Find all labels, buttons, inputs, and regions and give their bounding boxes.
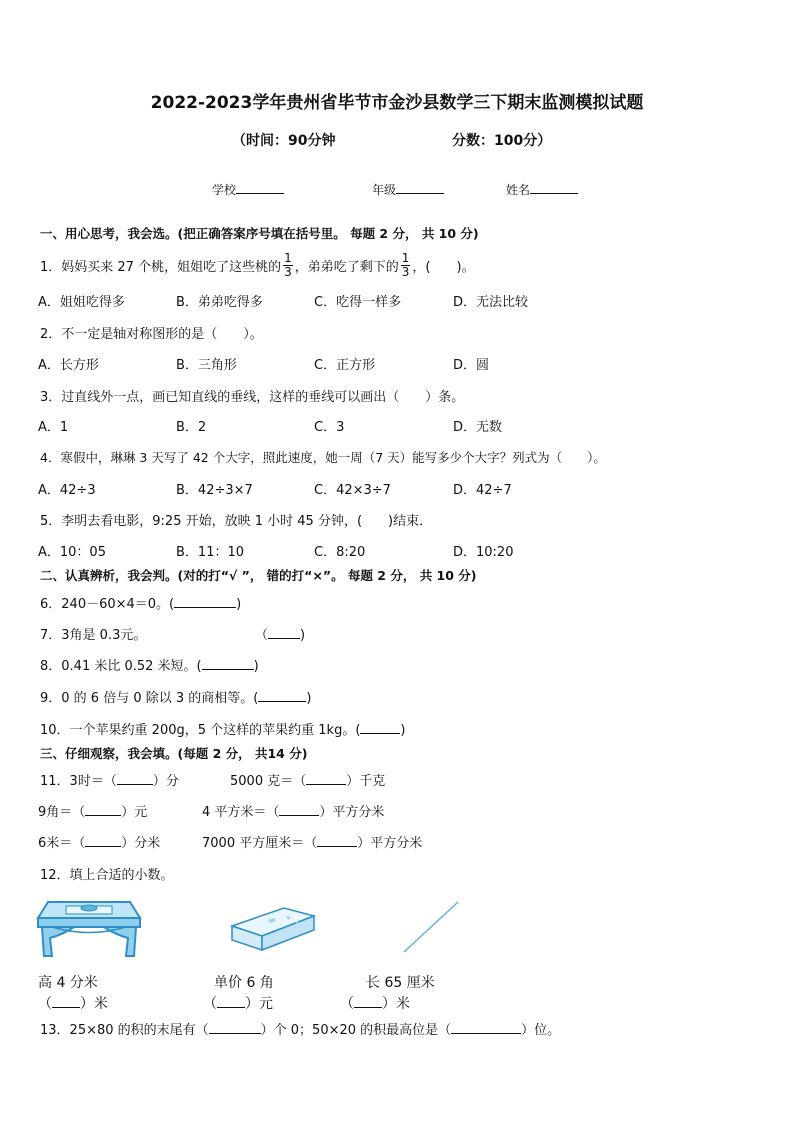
name-field[interactable]: 姓名: [506, 181, 578, 198]
q5-option-d[interactable]: D．10:20: [453, 545, 514, 560]
section-2-heading: 二、认真辨析，我会判。(对的打“√ ”， 错的打“×”。 每题 2 分， 共 10 分): [40, 568, 477, 583]
grade-field[interactable]: 年级: [372, 181, 444, 198]
line-length-label: 长 65 厘米: [366, 975, 435, 991]
table-icon: [34, 898, 144, 964]
question-2: 2．不一定是轴对称图形的是（ ）。: [40, 327, 263, 342]
q11-row-2-left: 9角＝（ ）元: [38, 805, 148, 820]
q4-option-c[interactable]: C．42×3÷7: [314, 483, 391, 498]
answer-blank[interactable]: [202, 669, 254, 670]
q3-option-b[interactable]: B．2: [176, 420, 207, 435]
fraction-one-third: $\frac{1}{3}$: [284, 251, 292, 279]
answer-blank[interactable]: [174, 607, 236, 608]
q5-option-b[interactable]: B．11：10: [176, 545, 245, 560]
q11-row-1-left: 11．3时＝（ ）分: [40, 774, 179, 789]
exam-time: （时间：90分钟: [232, 133, 336, 149]
q5-option-a[interactable]: A．10：05: [38, 545, 106, 560]
page-title: 2022-2023学年贵州省毕节市金沙县数学三下期末监测模拟试题: [150, 93, 644, 113]
q4-option-b[interactable]: B．42÷3×7: [176, 483, 253, 498]
school-field[interactable]: 学校: [212, 181, 284, 198]
exam-score: 分数：100分）: [452, 133, 552, 149]
table-height-answer[interactable]: （ ）米: [38, 996, 108, 1012]
question-5: 5．李明去看电影，9:25 开始，放映 1 小时 45 分钟，( )结束．: [40, 514, 433, 529]
eraser-price-answer[interactable]: （ ）元: [203, 996, 273, 1012]
line-length-answer[interactable]: （ ）米: [340, 996, 410, 1012]
q7-answer[interactable]: （ ): [255, 628, 306, 643]
q1-option-b[interactable]: B．弟弟吃得多: [176, 295, 263, 310]
q3-option-a[interactable]: A．1: [38, 420, 69, 435]
q4-option-d[interactable]: D．42÷7: [453, 483, 512, 498]
q2-option-a[interactable]: A．长方形: [38, 358, 99, 373]
q2-option-c[interactable]: C．正方形: [314, 358, 376, 373]
q5-option-c[interactable]: C．8:20: [314, 545, 366, 560]
question-7: 7．3角是 0.3元。: [40, 628, 147, 643]
question-1: 1．妈妈买来 27 个桃，姐姐吃了这些桃的 $\frac{1}{3}$ ，弟弟吃了剩下的 $\frac{1}{3}$ ，( )。: [40, 251, 475, 279]
question-3: 3．过直线外一点，画已知直线的垂线，这样的垂线可以画出（ ）条。: [40, 390, 465, 405]
q1-option-a[interactable]: A．姐姐吃得多: [38, 295, 125, 310]
q11-row-1-right: 5000 克＝（ ）千克: [230, 774, 386, 789]
answer-blank[interactable]: [258, 701, 306, 702]
table-height-label: 高 4 分米: [38, 975, 98, 991]
eraser-icon: [228, 904, 318, 954]
eraser-price-label: 单价 6 角: [214, 975, 274, 991]
q4-option-a[interactable]: A．42÷3: [38, 483, 96, 498]
q1-option-d[interactable]: D．无法比较: [453, 295, 529, 310]
question-10: 10．一个苹果约重 200g，5 个这样的苹果约重 1kg。( ): [40, 723, 406, 738]
q1-option-c[interactable]: C．吃得一样多: [314, 295, 402, 310]
q3-option-c[interactable]: C．3: [314, 420, 345, 435]
section-1-heading: 一、用心思考，我会选。(把正确答案序号填在括号里。 每题 2 分， 共 10 分): [40, 226, 479, 241]
fraction-one-third: $\frac{1}{3}$: [401, 251, 410, 279]
q3-option-d[interactable]: D．无数: [453, 420, 503, 435]
question-8: 8．0.41 米比 0.52 米短。( ): [40, 659, 259, 674]
q11-row-3-left: 6米＝（ ）分米: [38, 836, 161, 851]
question-4: 4．寒假中，琳琳 3 天写了 42 个大字，照此速度，她一周（7 天）能写多少个大字？列式为（ ）。: [40, 450, 606, 465]
question-6: 6．240－60×4＝0。( ): [40, 597, 242, 612]
q11-row-3-right: 7000 平方厘米＝（ ）平方分米: [202, 836, 423, 851]
question-13: 13．25×80 的积的末尾有（ ）个 0；50×20 的积最高位是（ ）位。: [40, 1023, 561, 1038]
answer-blank[interactable]: [360, 733, 400, 734]
q2-option-d[interactable]: D．圆: [453, 358, 490, 373]
question-12: 12．填上合适的小数。: [40, 868, 174, 883]
section-3-heading: 三、仔细观察，我会填。(每题 2 分， 共14 分): [40, 746, 308, 761]
line-segment-icon: [400, 898, 464, 956]
q2-option-b[interactable]: B．三角形: [176, 358, 237, 373]
q11-row-2-right: 4 平方米＝（ ）平方分米: [202, 805, 385, 820]
question-9: 9．0 的 6 倍与 0 除以 3 的商相等。( ): [40, 691, 312, 706]
